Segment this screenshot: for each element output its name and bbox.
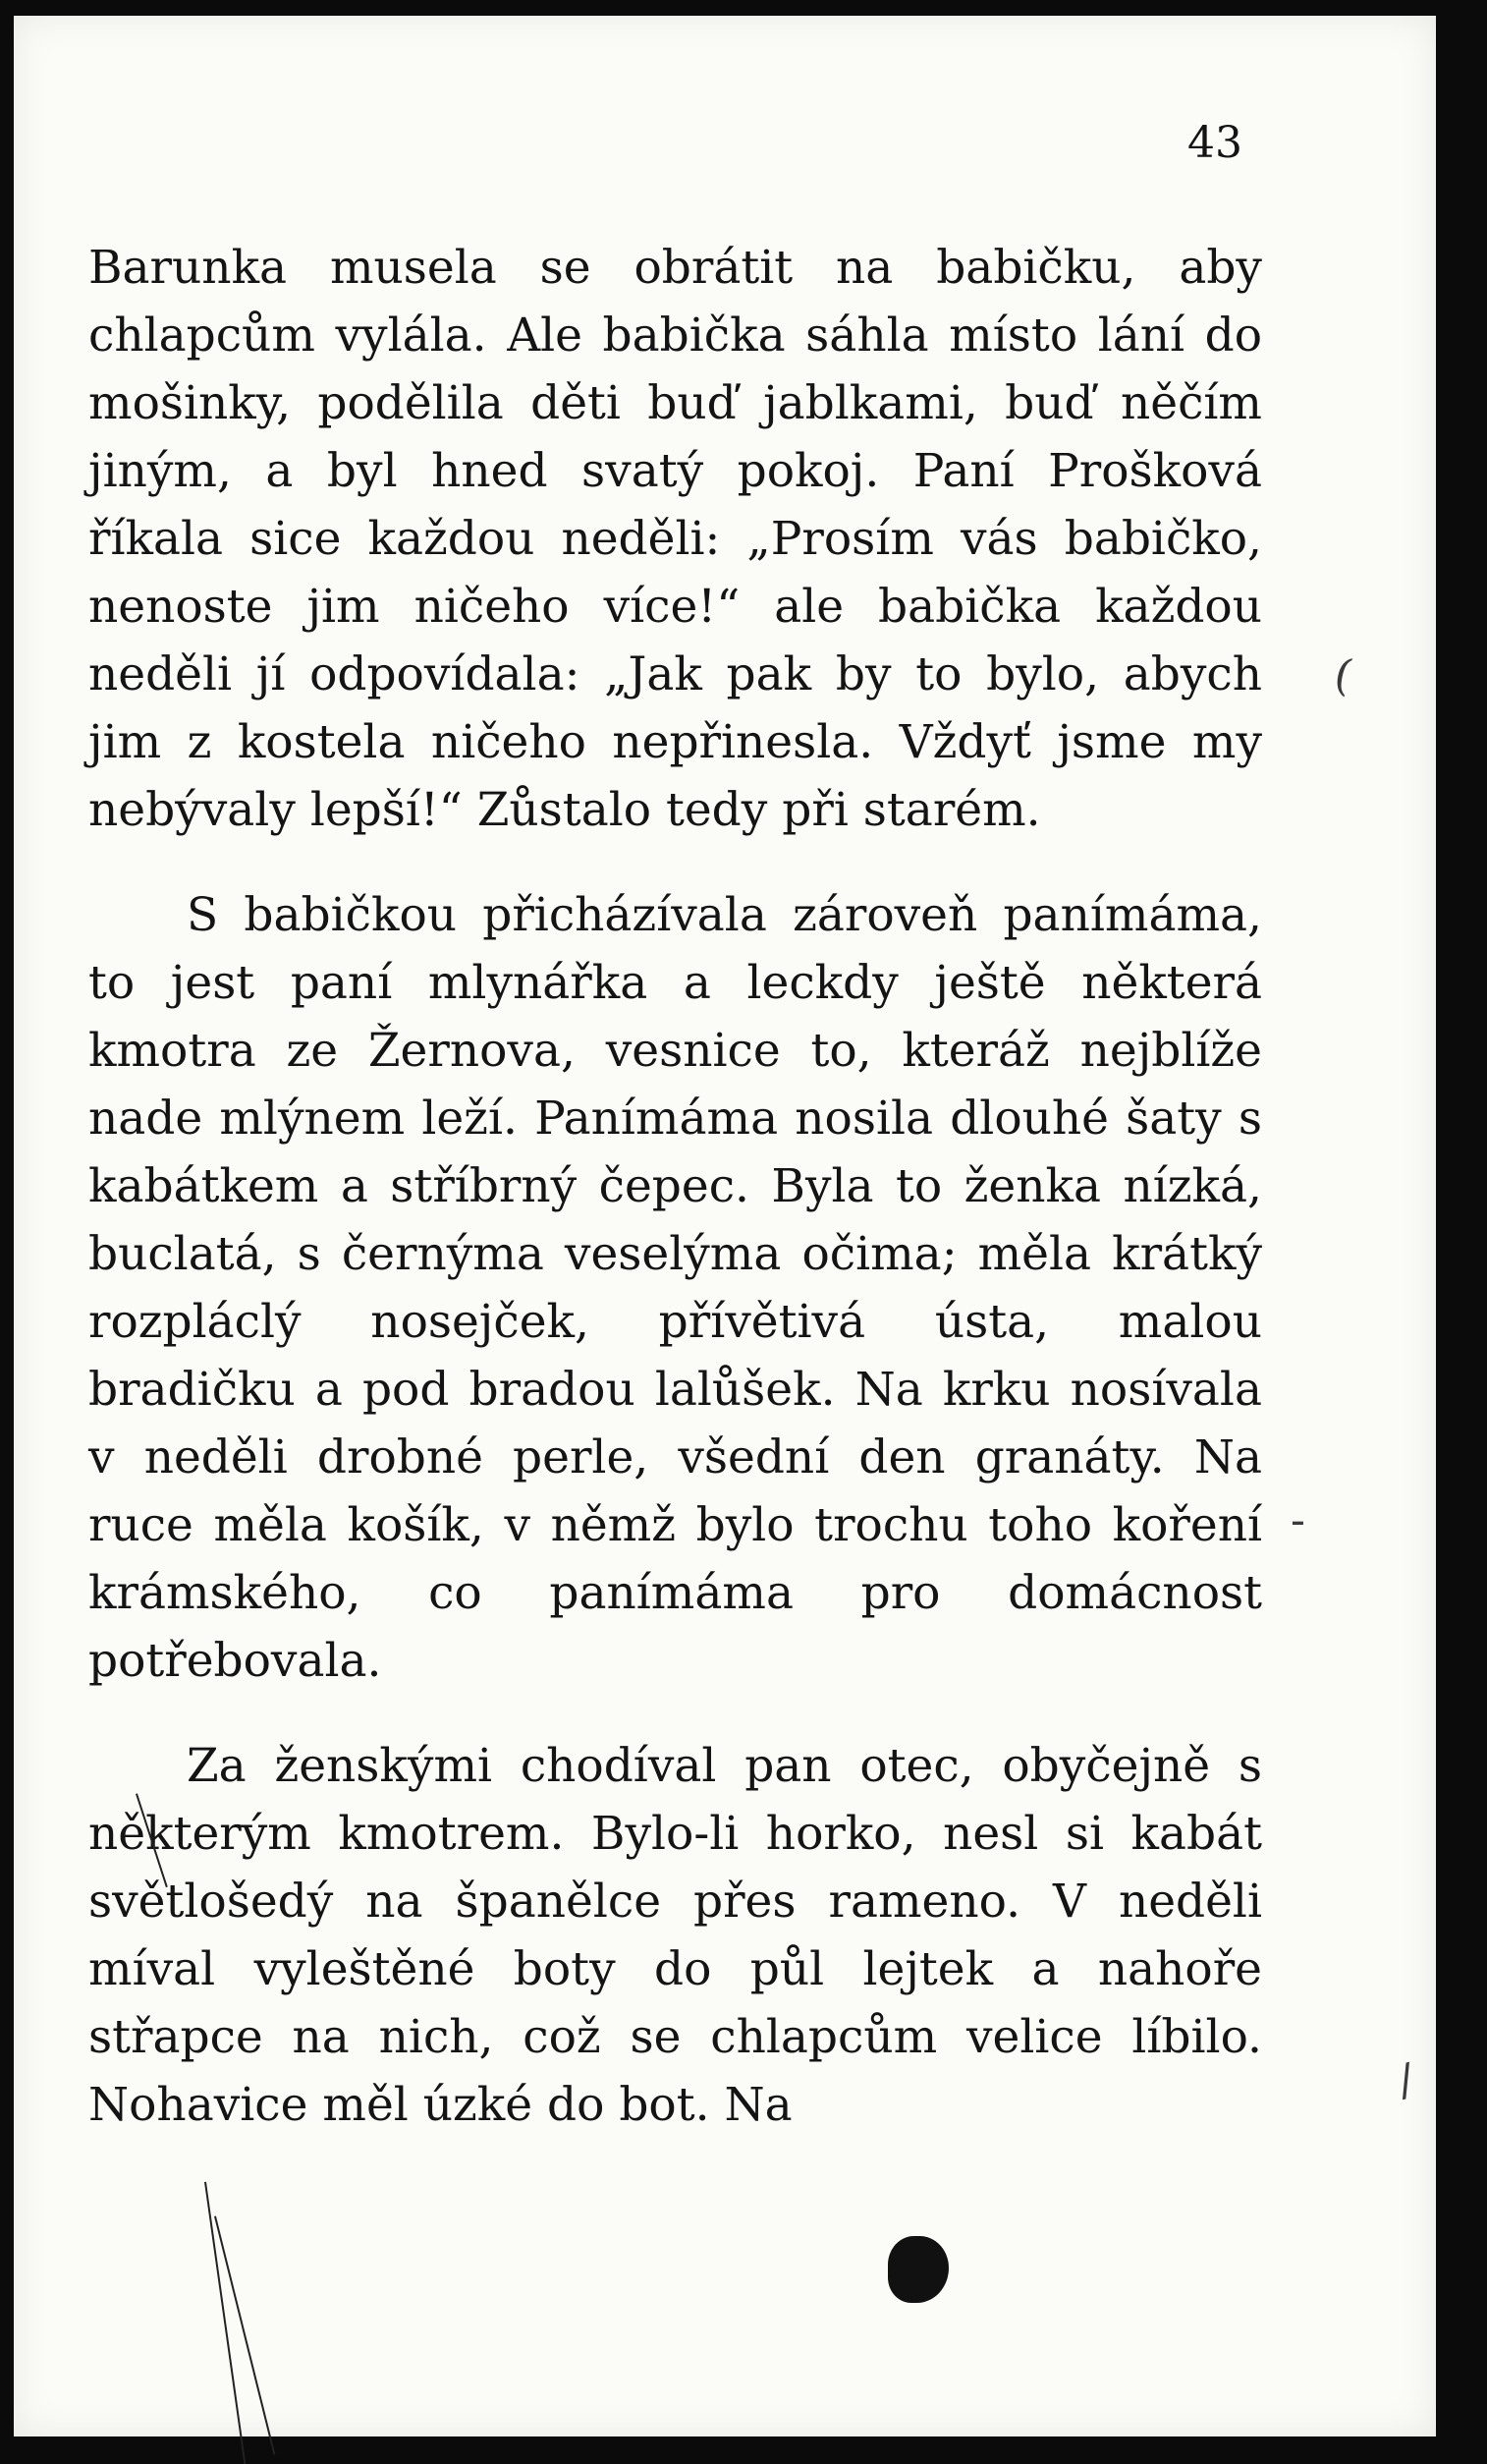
ink-blot (888, 2236, 949, 2303)
page-number: 43 (1187, 118, 1242, 168)
paragraph-2: S babičkou přicházívala zároveň panímáma, to jest paní mlynářka a leckdy ještě některá kmotra ze Žernova, vesnice to, kteráž nejblíže nade mlýnem leží. Panímáma nosila dlouhé šaty s kabátkem a stříbrný čepec. Byla to ženka nízká, buclatá, s černýma veselýma očima; měla krátký rozpláclý nosejček, přívětivá ústa, malou bradičku a pod bradou lalůšek. Na krku nosívala v neděli drobné perle, všední den granáty. Na ruce měla košík, v němž bylo trochu toho koření krámského, co panímáma pro domácnost potřebovala. (88, 888, 1262, 1688)
pencil-stroke-lower-right (214, 2216, 275, 2455)
margin-dash-mark: - (1291, 1495, 1305, 1545)
paragraph-1: Barunka musela se obrátit na babičku, aby chlapcům vylála. Ale babička sáhla místo lání do mošinky, podělila děti buď jablkami, buď něčím jiným, a byl hned svatý pokoj. Paní Prošková říkala sice každou neděli: „Prosím vás babičko, nenoste jim ničeho více!“ ale babička každou neděli jí odpovídala: „Jak pak by to bylo, abych jim z kostela ničeho nepřinesla. Vždyť jsme my nebývaly lepší!“ Zůstalo tedy při starém. (88, 241, 1262, 837)
paragraph-3: Za ženskými chodíval pan otec, obyčejně s některým kmotrem. Bylo-li horko, nesl si kabát světlošedý na španělce přes rameno. V neděli míval vyleštěné boty do půl lejtek a nahoře střapce na nich, což se chlapcům velice líbilo. Nohavice měl úzké do bot. Na (88, 1739, 1262, 2132)
margin-parenthesis-mark: ( (1329, 648, 1357, 702)
margin-slash-mark: / (1393, 2054, 1418, 2106)
book-page (14, 16, 1436, 2436)
pencil-stroke-lower-left (204, 2182, 246, 2464)
page-text (88, 234, 1262, 2139)
